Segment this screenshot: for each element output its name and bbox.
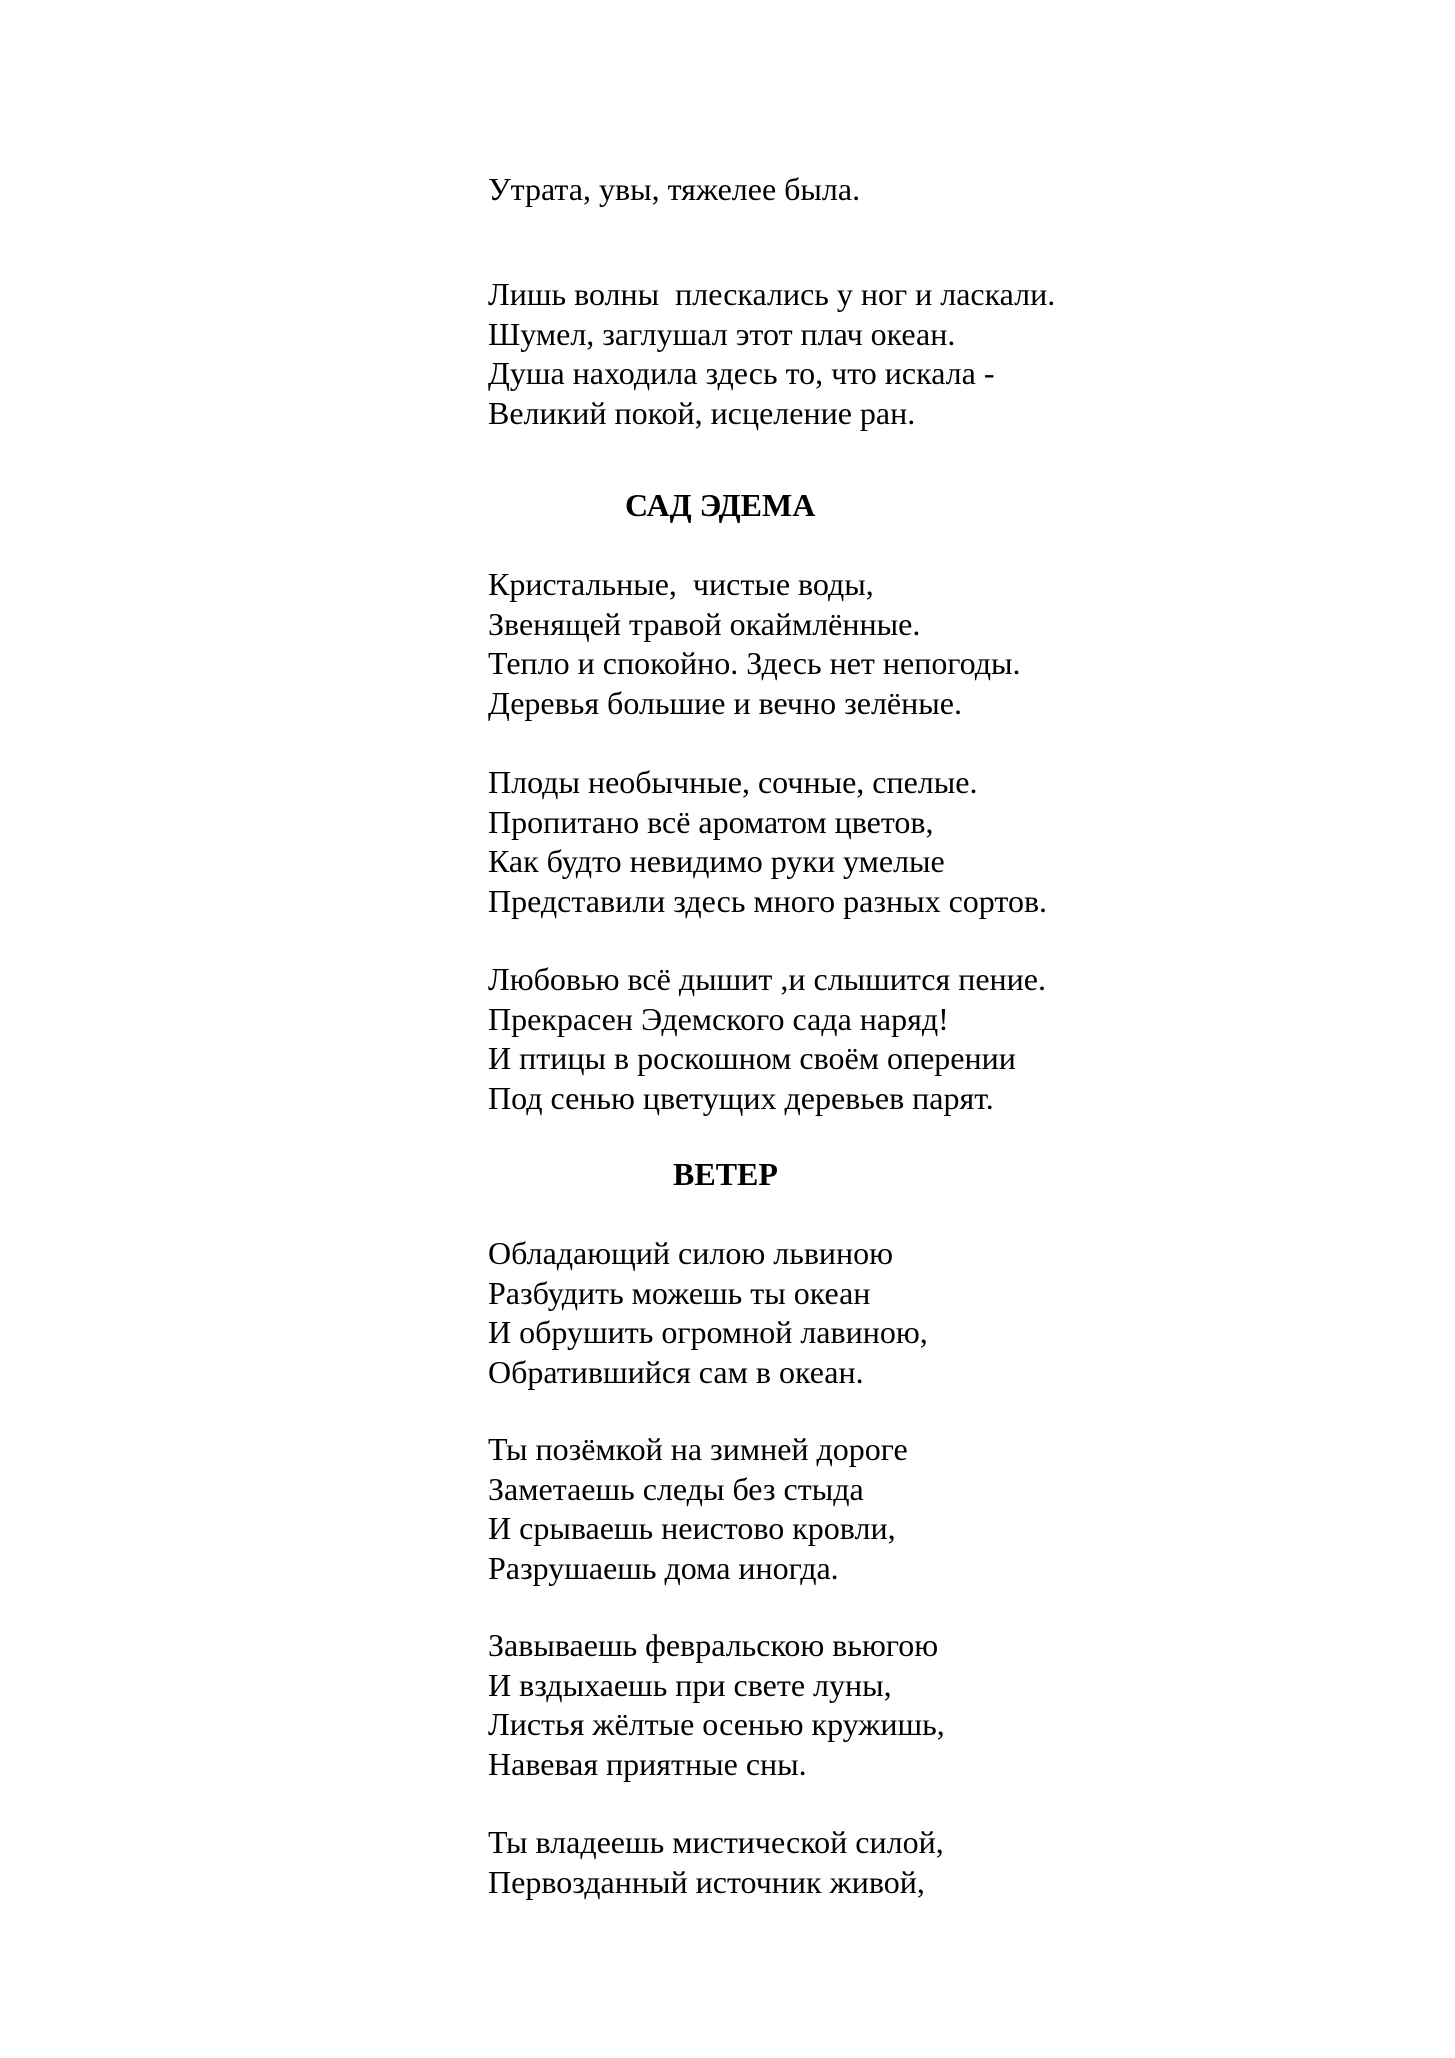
poem-line: Навевая приятные сны. (488, 1745, 807, 1782)
poem-line: Листья жёлтые осенью кружишь, (488, 1706, 945, 1742)
poem-line: И вздыхаешь при свете луны, (488, 1666, 892, 1703)
poem-line: Тепло и спокойно. Здесь нет непогоды. (488, 645, 1021, 681)
poem-line: Ты позёмкой на зимней дороге (488, 1431, 908, 1467)
poem-line: Кристальные, чистые воды, (488, 566, 874, 602)
stanza (488, 1234, 928, 1392)
previous-poem-ending (488, 170, 860, 210)
poem-line: Первозданный источник живой, (488, 1863, 925, 1900)
poem-title-garden-of-eden: САД ЭДЕМА (625, 487, 816, 523)
poem-line: Великий покой, исцеление ран. (488, 394, 916, 431)
poem-line: Как будто невидимо руки умелые (488, 843, 945, 879)
poem-line: Разбудить можешь ты океан (488, 1274, 871, 1311)
poem-line: Душа находила здесь то, что искала - (488, 355, 995, 391)
poem-title-wind: ВЕТЕР (673, 1156, 778, 1192)
stanza (488, 1430, 908, 1588)
poem-line: Разрушаешь дома иногда. (488, 1549, 839, 1586)
poem-line: И обрушить огромной лавиною, (488, 1314, 928, 1350)
poem-line: Прекрасен Эдемского сада наряд! (488, 1000, 949, 1037)
stanza (488, 960, 1046, 1118)
previous-poem-stanza (488, 275, 1055, 433)
stanza (488, 565, 1021, 723)
stanza (488, 1823, 944, 1902)
poem-line: Ты владеешь мистической силой, (488, 1824, 944, 1860)
poem-line: Плоды необычные, сочные, спелые. (488, 764, 978, 800)
poem-line: И птицы в роскошном своём оперении (488, 1040, 1016, 1076)
poem-line: Заметаешь следы без стыда (488, 1470, 864, 1507)
poem-line: Представили здесь много разных сортов. (488, 882, 1048, 919)
poem-line: И срываешь неистово кровли, (488, 1510, 896, 1546)
poem-line: Под сенью цветущих деревьев парят. (488, 1079, 994, 1116)
poem-line: Лишь волны плескались у ног и ласкали. (488, 276, 1056, 312)
poem-line: Пропитано всё ароматом цветов, (488, 803, 934, 840)
poem-line: Деревья большие и вечно зелёные. (488, 684, 962, 721)
stanza (488, 1626, 945, 1784)
poem-line: Любовью всё дышит ,и слышится пение. (488, 961, 1046, 997)
poem-line: Шумел, заглушал этот плач океан. (488, 315, 956, 352)
poem-line: Обратившийся сам в океан. (488, 1353, 864, 1390)
stanza (488, 763, 1047, 921)
poem-line: Обладающий силою львиною (488, 1235, 894, 1271)
poem-line: Утрата, увы, тяжелее была. (488, 171, 861, 207)
poem-line: Завываешь февральскою вьюгою (488, 1627, 939, 1663)
poem-line: Звенящей травой окаймлённые. (488, 605, 921, 642)
